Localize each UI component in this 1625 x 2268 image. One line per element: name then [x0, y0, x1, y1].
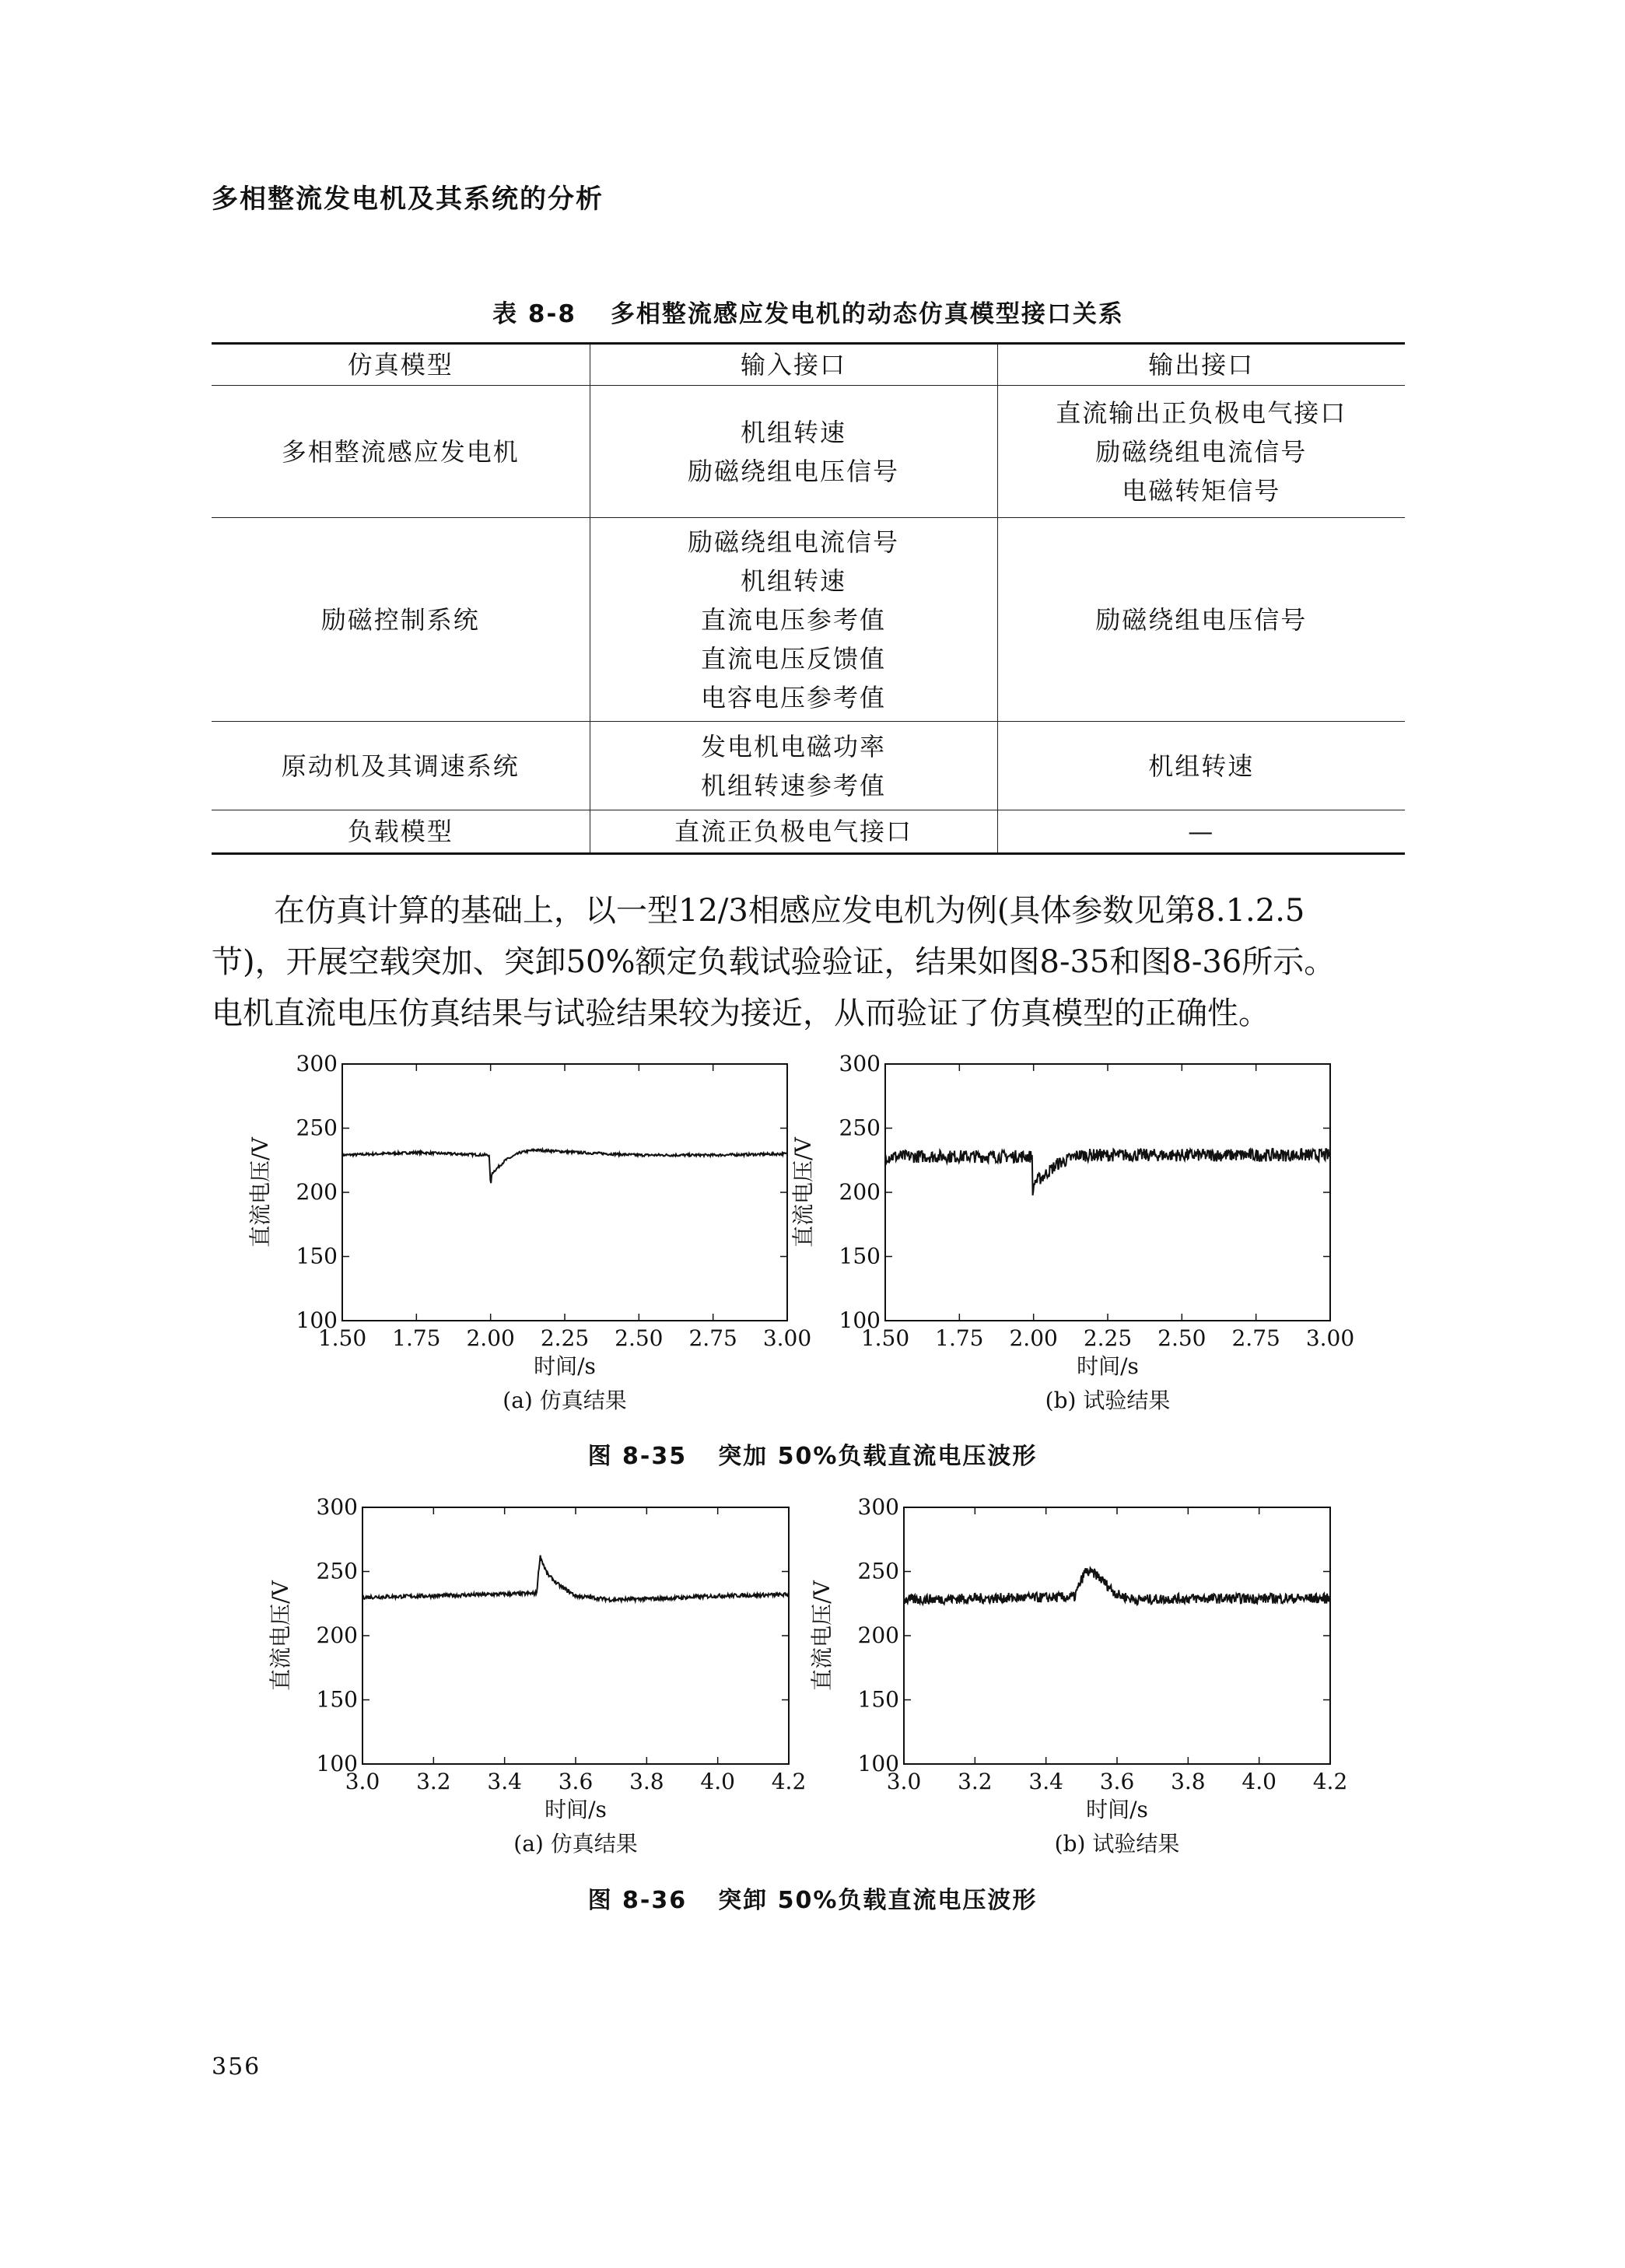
output-interface: 电磁转矩信号: [1122, 475, 1281, 506]
output-interface: 励磁绕组电流信号: [1095, 436, 1308, 467]
header-model: 仿真模型: [212, 344, 590, 386]
x-axis-label: 时间/s: [534, 1353, 596, 1379]
subfigure-caption: (b) 试验结果: [1045, 1388, 1171, 1413]
x-tick-label: 3.8: [629, 1769, 664, 1794]
x-tick-label: 3.6: [1099, 1769, 1135, 1794]
series-line: [885, 1149, 1330, 1195]
series-line: [342, 1150, 787, 1184]
figure-number: 图 8-35: [587, 1443, 688, 1470]
y-tick-label: 150: [839, 1243, 881, 1269]
y-tick-label: 200: [296, 1179, 338, 1205]
y-tick-label: 300: [857, 1494, 899, 1520]
table-number: 表 8-8: [492, 300, 576, 328]
y-tick-label: 100: [296, 1307, 338, 1333]
x-tick-label: 3.0: [886, 1769, 922, 1794]
y-axis-label: 直流电压/V: [247, 1137, 273, 1248]
chart-4: [809, 1494, 1347, 1857]
y-tick-label: 250: [857, 1558, 899, 1584]
x-tick-label: 4.0: [700, 1769, 735, 1794]
y-tick-label: 250: [316, 1558, 358, 1584]
x-axis-label: 时间/s: [545, 1797, 607, 1822]
input-interface: 励磁绕组电流信号: [687, 527, 899, 557]
subfigure-caption: (b) 试验结果: [1054, 1831, 1180, 1857]
x-tick-label: 4.0: [1242, 1769, 1277, 1794]
cell-model: 多相整流感应发电机: [212, 386, 590, 518]
input-interface: 机组转速: [740, 417, 846, 447]
x-axis-label: 时间/s: [1077, 1353, 1139, 1379]
x-tick-label: 3.0: [345, 1769, 380, 1794]
x-axis-label: 时间/s: [1086, 1797, 1148, 1822]
cell-model: 负载模型: [212, 810, 590, 854]
input-interface: 直流电压参考值: [700, 604, 886, 635]
x-tick-label: 3.00: [762, 1325, 812, 1351]
header-inputs: 输入接口: [590, 344, 997, 386]
x-tick-label: 3.6: [558, 1769, 594, 1794]
paragraph-line: 电机直流电压仿真结果与试验结果较为接近，从而验证了仿真模型的正确性。: [212, 996, 1270, 1031]
y-tick-label: 150: [316, 1686, 358, 1713]
y-tick-label: 250: [296, 1115, 338, 1141]
y-tick-label: 200: [857, 1622, 899, 1648]
paragraph-line: 在仿真计算的基础上，以一型12/3相感应发电机为例(具体参数见第8.1.2.5: [274, 893, 1305, 929]
y-tick-label: 100: [839, 1307, 881, 1333]
input-interface: 机组转速参考值: [700, 770, 886, 800]
output-interface: 机组转速: [1148, 751, 1255, 781]
input-interface: 直流正负极电气接口: [674, 817, 912, 846]
figure-8-36-caption: [0, 1881, 1625, 1915]
y-tick-label: 200: [839, 1179, 881, 1205]
figure-title: 突加 50%负载直流电压波形: [718, 1443, 1038, 1470]
input-interface: 发电机电磁功率: [700, 731, 886, 761]
x-tick-label: 2.50: [615, 1325, 664, 1351]
x-tick-label: 2.75: [688, 1325, 737, 1351]
x-tick-label: 2.75: [1231, 1325, 1280, 1351]
y-axis-label: 直流电压/V: [268, 1580, 293, 1691]
input-interface: 励磁绕组电压信号: [687, 456, 899, 486]
x-tick-label: 3.2: [958, 1769, 993, 1794]
x-tick-label: 4.2: [1312, 1769, 1348, 1794]
input-interface: 直流电压反馈值: [700, 643, 886, 674]
input-interface: 机组转速: [740, 565, 846, 596]
y-tick-label: 200: [316, 1622, 358, 1648]
figure-number: 图 8-36: [587, 1887, 688, 1914]
x-tick-label: 3.00: [1305, 1325, 1355, 1351]
table-title: 多相整流感应发电机的动态仿真模型接口关系: [610, 300, 1124, 328]
running-head: 多相整流发电机及其系统的分析: [212, 184, 604, 215]
paragraph-line: 节)，开展空载突加、突卸50%额定负载试验验证，结果如图8-35和图8-36所示。: [212, 944, 1336, 980]
y-axis-label: 直流电压/V: [790, 1137, 816, 1248]
chart-2: [790, 1051, 1354, 1413]
figure-title: 突卸 50%负载直流电压波形: [718, 1887, 1038, 1914]
output-interface: 直流输出正负极电气接口: [1056, 397, 1347, 428]
x-tick-label: 1.75: [935, 1325, 984, 1351]
x-tick-label: 1.75: [392, 1325, 441, 1351]
plot-frame: [885, 1064, 1330, 1321]
input-interface: 电容电压参考值: [700, 682, 886, 712]
x-tick-label: 2.25: [540, 1325, 590, 1351]
x-tick-label: 3.4: [487, 1769, 522, 1794]
x-tick-label: 2.00: [1009, 1325, 1058, 1351]
y-tick-label: 300: [316, 1494, 358, 1520]
subfigure-caption: (a) 仿真结果: [503, 1388, 627, 1413]
cell-model: 励磁控制系统: [212, 518, 590, 722]
series-line: [362, 1556, 789, 1601]
x-tick-label: 3.2: [416, 1769, 451, 1794]
chart-3: [268, 1494, 806, 1857]
page-number: 356: [212, 2053, 261, 2081]
output-interface: —: [1188, 817, 1215, 846]
x-tick-label: 2.50: [1157, 1325, 1206, 1351]
x-tick-label: 1.50: [317, 1325, 367, 1351]
plot-frame: [342, 1064, 787, 1321]
y-tick-label: 100: [316, 1751, 358, 1776]
cell-model: 原动机及其调速系统: [212, 722, 590, 810]
y-tick-label: 300: [839, 1051, 881, 1076]
plot-frame: [362, 1507, 789, 1764]
y-tick-label: 150: [857, 1686, 899, 1713]
y-tick-label: 250: [839, 1115, 881, 1141]
y-tick-label: 100: [857, 1751, 899, 1776]
x-tick-label: 3.4: [1028, 1769, 1063, 1794]
x-tick-label: 2.00: [466, 1325, 515, 1351]
x-tick-label: 4.2: [771, 1769, 807, 1794]
subfigure-caption: (a) 仿真结果: [513, 1831, 638, 1857]
x-tick-label: 3.8: [1171, 1769, 1206, 1794]
y-axis-label: 直流电压/V: [809, 1580, 835, 1691]
header-outputs: 输出接口: [997, 344, 1405, 386]
x-tick-label: 1.50: [860, 1325, 910, 1351]
figure-8-35-caption: [0, 1437, 1625, 1471]
y-tick-label: 150: [296, 1243, 338, 1269]
x-tick-label: 2.25: [1083, 1325, 1133, 1351]
chart-1: [247, 1051, 811, 1413]
y-tick-label: 300: [296, 1051, 338, 1076]
plot-frame: [904, 1507, 1330, 1764]
series-line: [904, 1568, 1330, 1605]
output-interface: 励磁绕组电压信号: [1095, 604, 1308, 635]
